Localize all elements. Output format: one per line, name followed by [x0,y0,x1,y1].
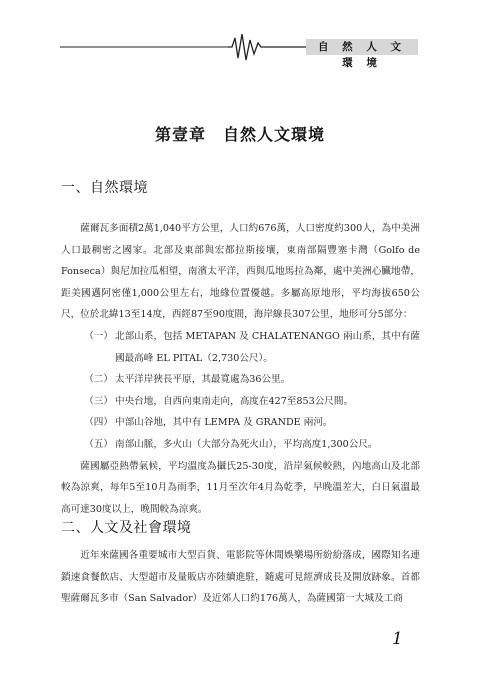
running-header [60,30,418,69]
list-text: 中部山谷地，其中有 LEMPA 及 GRANDE 兩河。 [115,417,333,429]
list-text: 太平洋岸狹長平原，其最寬處為36公里。 [115,374,291,386]
chapter-title: 第壹章 自然人文環境 [154,125,325,144]
social-environment-body [61,545,420,610]
header-title: 自 然 人 文 環 境 [306,39,418,55]
paragraph-climate: 薩國屬亞熱帶氣候，平均溫度為攝氏25-30度，沿岸氣候較熱，內地高山及北部較為涼爽，每年5至10月為雨季，11月至次年4月為乾季，早晚溫差大，白日氣溫最高可達30度以上，晚間較為涼爽。 [61,460,420,515]
page-number: 1 [392,629,403,649]
list-text: 北部山系，包括 METAPAN 及 CHALATENANGO 兩山系，其中有薩國最高峰 EL PITAL（2,730公尺）。 [115,330,420,364]
list-number: （一） [84,330,113,342]
section-heading-natural: 一、自然環境 [61,180,148,196]
paragraph-social: 近年來薩國各重要城市大型百貨、電影院等休閒娛樂場所紛紛落成，國際知名連鎖速食餐飲店、大型超市及量販店亦陸續進駐，隨處可見經濟成長及開放跡象。首都聖薩爾瓦多市（San Salvador）及近郊人口約176萬人，為薩國第一大城及工商 [61,550,420,605]
natural-environment-body [61,218,420,520]
list-number: （三） [84,395,113,407]
paragraph-geography: 薩爾瓦多面積2萬1,040平方公里，人口約676萬，人口密度約300人，為中美洲人口最稠密之國家。北部及東部與宏都拉斯接壤，東南部隔豐塞卡灣（Golfo de Fonseca）與尼加拉瓜相望，南濱太平洋，西與瓜地馬拉為鄰，處中美洲心臟地帶，距美國邁阿密僅1,000公里左右，地緣位置優越。多屬高原地形，平均海拔650公尺，位於北緯13至14度，西經87至90度間，海岸線長307公里，地形可分5部分： [61,223,420,321]
list-item [61,369,420,391]
list-number: （二） [84,374,113,386]
list-item [61,391,420,413]
list-number: （五） [84,438,113,450]
list-number: （四） [84,417,113,429]
list-item [61,434,420,456]
list-text: 中央台地，自西向東南走向，高度在427至853公尺間。 [115,395,354,407]
list-text: 南部山脈，多火山（大部分為死火山），平均高度1,300公尺。 [115,438,378,450]
list-item [61,326,420,369]
list-item [61,412,420,434]
section-heading-social: 二、人文及社會環境 [61,520,192,536]
